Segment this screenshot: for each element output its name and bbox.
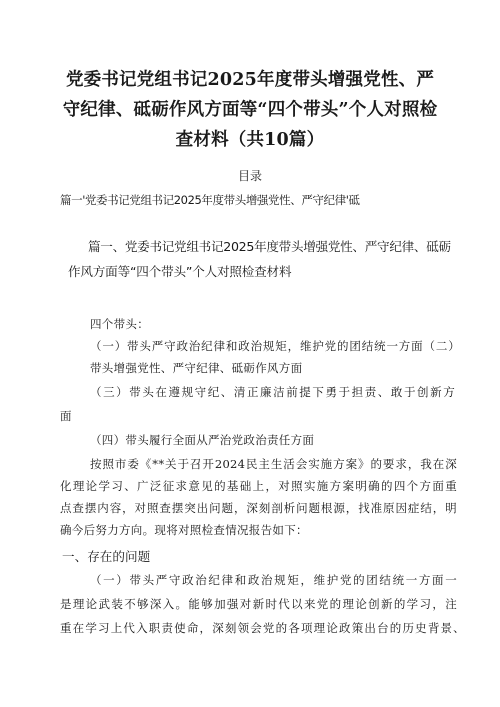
paragraph1-line-4: 确今后努力方向。现将对照检查情况报告如下： [60,523,308,537]
section1-line-1: （一）带头严守政治纪律和政治规矩，维护党的团结统一方面一 [90,573,457,587]
section1-line-2: 是理论武装不够深入。能够加强对新时代以来党的理论创新的学习，注 [60,597,457,611]
document-title-line-1: 党委书记党组书记2025年度带头增强党性、严 [65,70,435,90]
article-title-line-2: 作风方面等“四个带头”个人对照检查材料 [68,264,292,279]
item-line-5: （四）带头履行全面从严治党政治责任方面 [90,433,315,447]
paragraph1-line-1: 按照市委《**关于召开2024民主生活会实施方案》的要求，我在深 [90,457,457,471]
toc-entry-1[interactable]: 篇一'党委书记党组书记2025年度带头增强党性、严守纪律'砥 [60,193,360,207]
document-title-line-2: 守纪律、砥砺作风方面等“四个带头”个人对照检 [62,100,438,120]
item-line-1: （一）带头严守政治纪律和政治规矩，维护党的团结统一方面（二） [90,339,460,353]
item-line-3: （三）带头在遵规守纪、清正廉洁前提下勇于担责、敢于创新方 [90,385,455,399]
toc-heading: 目录 [237,169,262,183]
section1-line-3: 重在学习上代入职责使命，深刻领会党的各项理论政策出台的历史背景、 [60,621,465,635]
paragraph1-line-2: 化理论学习、广泛征求意见的基础上，对照实施方案明确的四个方面重 [60,479,457,493]
document-title-line-3: 查材料（共10篇） [175,130,325,150]
item-line-2: 带头增强党性、严守纪律、砥砺作风方面 [90,361,303,375]
intro-label: 四个带头： [90,317,149,331]
article-title-line-1: 篇一、党委书记党组书记2025年度带头增强党性、严守纪律、砥砺 [88,239,451,254]
paragraph1-line-3: 点查摆内容，对照查摆突出问题，深刻剖析问题根源，找准原因症结，明 [60,501,457,515]
item-line-4: 面 [60,409,72,423]
section1-heading: 一、存在的问题 [62,549,151,564]
